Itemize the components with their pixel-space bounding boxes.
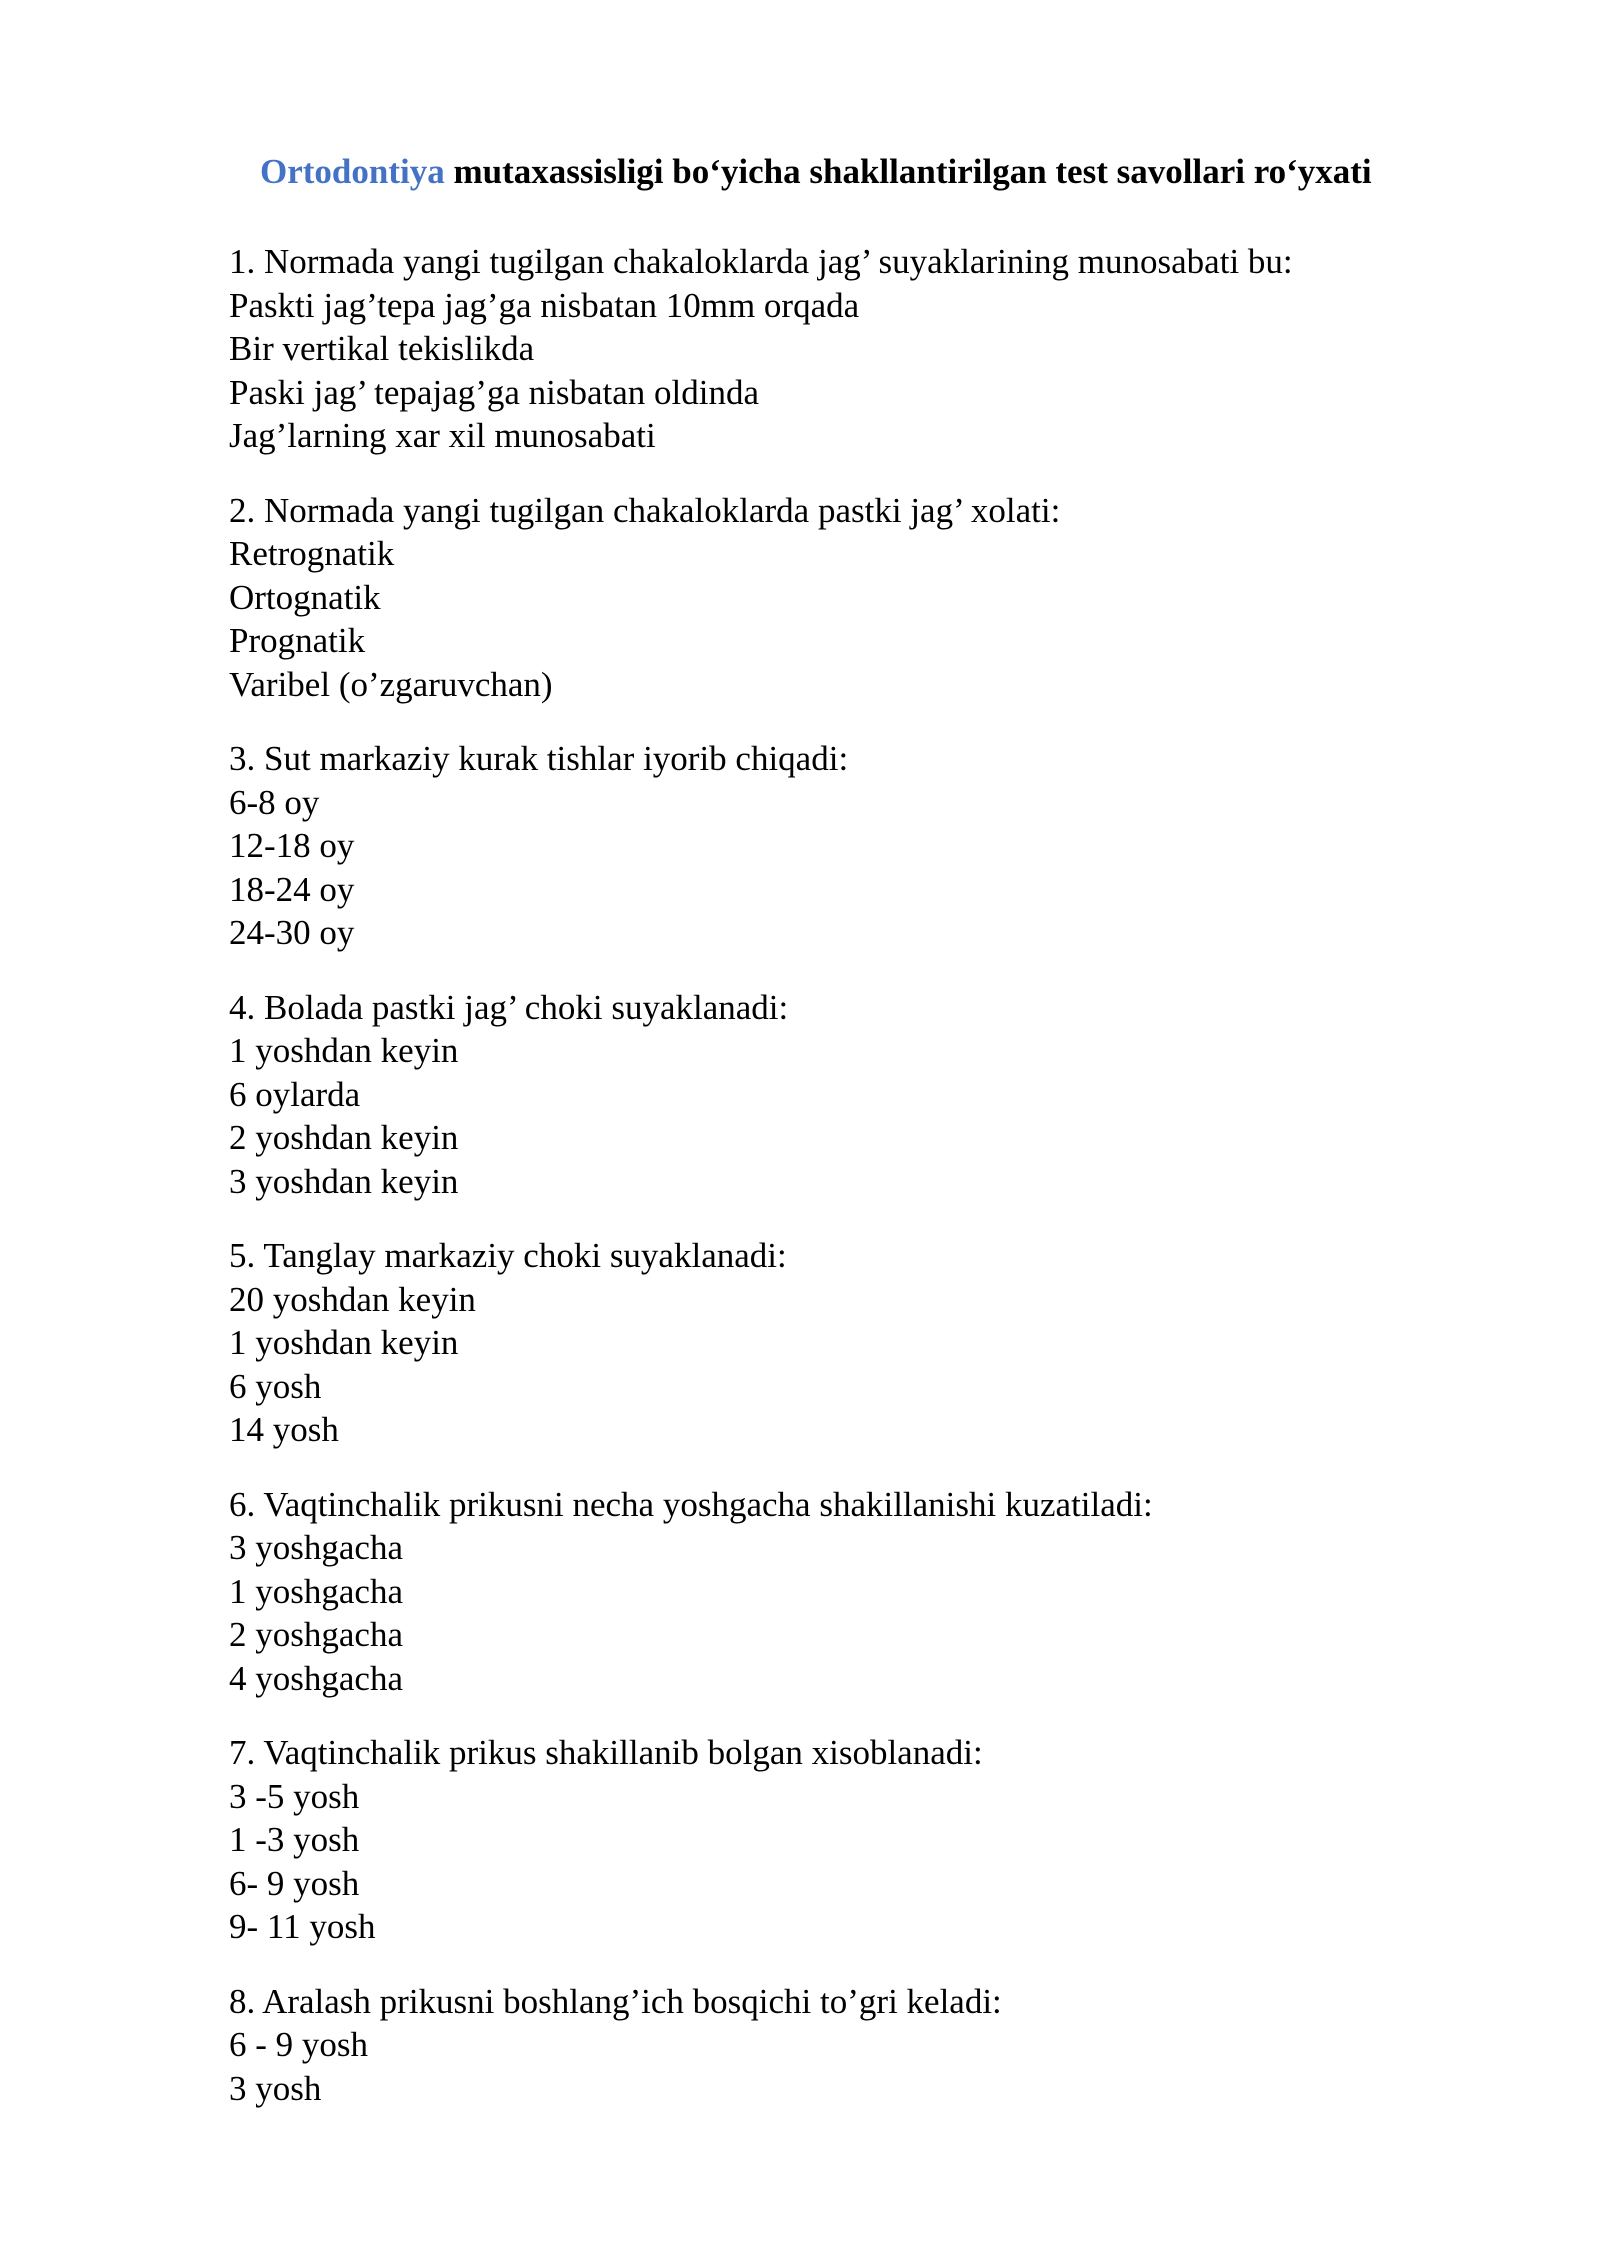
- answer-option: 18-24 oy: [229, 869, 355, 909]
- question-block: [229, 737, 1529, 955]
- title-highlight: Ortodontiya: [260, 152, 445, 191]
- question-text: 6. Vaqtinchalik prikusni necha yoshgacha shakillanishi kuzatiladi:: [229, 1484, 1153, 1524]
- answer-option: 2 yoshgacha: [229, 1615, 403, 1654]
- answer-option: 9- 11 yosh: [229, 1907, 376, 1946]
- answer-option: 3 yoshgacha: [229, 1528, 403, 1567]
- question-block: [229, 489, 1529, 707]
- answer-option: Paski jag’ tepajag’ga nisbatan oldinda: [229, 372, 760, 412]
- answer-option: 12-18 oy: [229, 826, 355, 865]
- question-block: [229, 1234, 1529, 1452]
- answer-option: Retrognatik: [229, 534, 395, 573]
- answer-option: 2 yoshdan keyin: [229, 1118, 459, 1157]
- answer-option: 1 -3 yosh: [229, 1820, 360, 1859]
- question-text: 1. Normada yangi tugilgan chakaloklarda jag’ suyaklarining munosabati bu:: [229, 242, 1293, 281]
- question-text: 8. Aralash prikusni boshlang’ich bosqichi to’gri keladi:: [229, 1981, 1002, 2021]
- answer-option: 6-8 oy: [229, 782, 320, 822]
- answer-option: 1 yoshdan keyin: [229, 1323, 459, 1362]
- question-text: 2. Normada yangi tugilgan chakaloklarda pastki jag’ xolati:: [229, 490, 1061, 530]
- answer-option: Varibel (o’zgaruvchan): [229, 664, 553, 704]
- question-text: 4. Bolada pastki jag’ choki suyaklanadi:: [229, 987, 789, 1027]
- question-block: [229, 986, 1529, 1204]
- answer-option: 1 yoshdan keyin: [229, 1031, 459, 1070]
- answer-option: Jag’larning xar xil munosabati: [229, 416, 656, 455]
- answer-option: Ortognatik: [229, 577, 381, 617]
- question-text: 7. Vaqtinchalik prikus shakillanib bolgan xisoblanadi:: [229, 1733, 983, 1772]
- document-title: [260, 150, 1560, 194]
- answer-option: 3 -5 yosh: [229, 1776, 360, 1816]
- answer-option: Bir vertikal tekislikda: [229, 329, 535, 368]
- question-block: [229, 1483, 1529, 1701]
- answer-option: 3 yosh: [229, 2068, 322, 2108]
- question-block: [229, 240, 1529, 458]
- answer-option: 14 yosh: [229, 1410, 339, 1449]
- answer-option: 24-30 oy: [229, 913, 355, 952]
- answer-option: Paskti jag’tepa jag’ga nisbatan 10mm orqada: [229, 285, 860, 325]
- answer-option: 6 - 9 yosh: [229, 2025, 369, 2064]
- answer-option: 6 oylarda: [229, 1074, 361, 1114]
- question-block: [229, 1731, 1529, 1949]
- answer-option: 1 yoshgacha: [229, 1571, 403, 1611]
- answer-option: 6 yosh: [229, 1366, 322, 1406]
- answer-option: 4 yoshgacha: [229, 1658, 403, 1698]
- answer-option: Prognatik: [229, 621, 366, 660]
- question-block: [229, 1980, 1529, 2111]
- question-list: [229, 240, 1529, 2141]
- answer-option: 3 yoshdan keyin: [229, 1161, 459, 1201]
- question-text: 5. Tanglay markaziy choki suyaklanadi:: [229, 1236, 787, 1275]
- question-text: 3. Sut markaziy kurak tishlar iyorib chiqadi:: [229, 739, 849, 778]
- answer-option: 20 yoshdan keyin: [229, 1279, 476, 1319]
- answer-option: 6- 9 yosh: [229, 1863, 360, 1903]
- title-rest: mutaxassisligi bo‘yicha shakllantirilgan test savollari ro‘yxati: [444, 152, 1372, 191]
